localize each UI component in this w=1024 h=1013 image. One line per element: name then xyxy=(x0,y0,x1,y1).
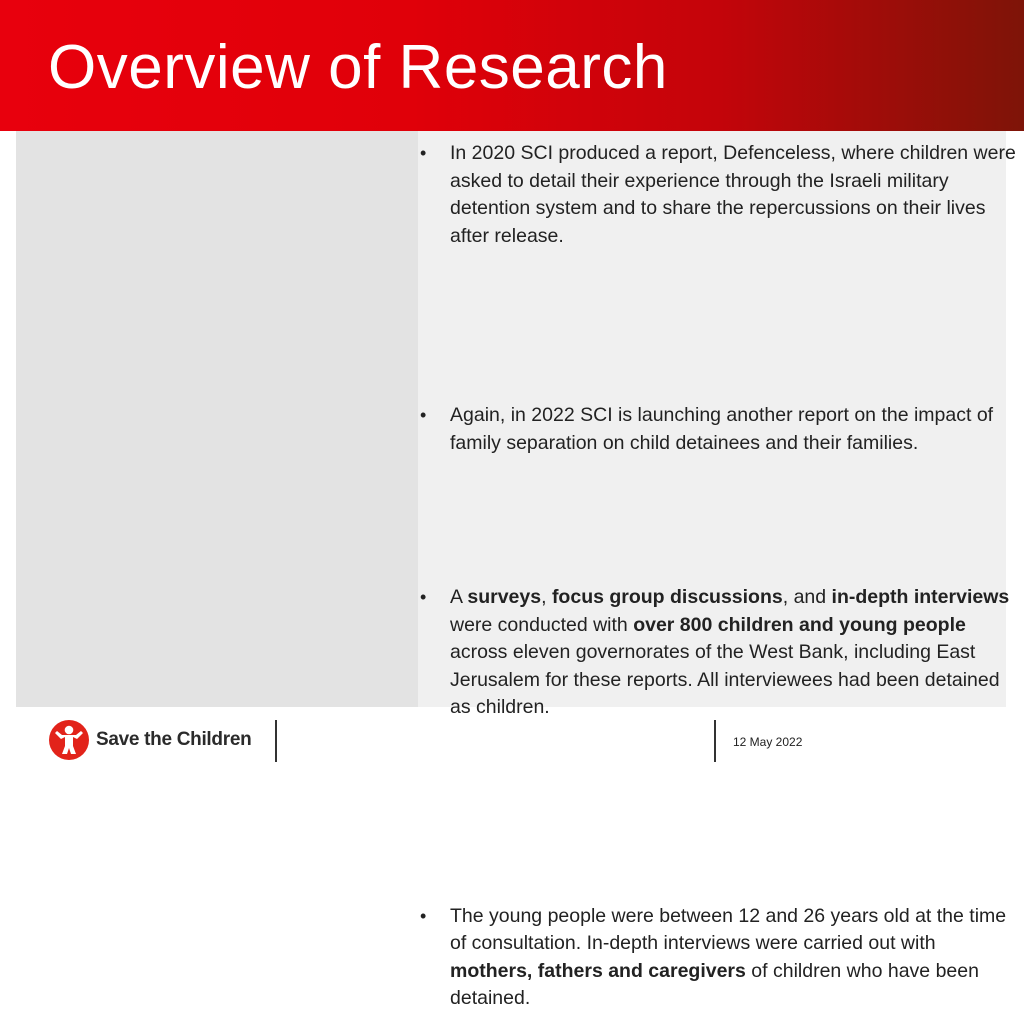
text-run: The young people were between 12 and 26 years old at the time of consultation. In-depth interviews were carried out with xyxy=(450,904,1007,954)
bold-text: in-depth interviews xyxy=(831,586,1010,608)
slide-date: 12 May 2022 xyxy=(733,735,803,749)
bullet-text xyxy=(450,404,993,454)
left-image-panel xyxy=(16,131,418,707)
bullet-text xyxy=(450,905,1006,1010)
bullet-item xyxy=(418,402,1018,457)
bullet-dot: • xyxy=(420,405,427,425)
title-banner xyxy=(0,0,1024,131)
bullet-item xyxy=(418,903,1018,1013)
bold-text: surveys xyxy=(467,586,542,608)
text-run: across eleven governorates of the West Bank, including East Jerusalem for these reports. All interviewees had been detained as children. xyxy=(450,641,1000,718)
save-the-children-figure-icon xyxy=(48,719,90,761)
footer-divider xyxy=(714,720,716,762)
bullet-dot: • xyxy=(420,143,427,163)
bullet-item xyxy=(418,140,1018,250)
bold-text: mothers, fathers and caregivers xyxy=(450,959,746,982)
text-run: , xyxy=(541,586,552,608)
text-run: Again, in 2022 SCI is launching another report on the impact of family separation on child detainees and their families. xyxy=(450,404,994,454)
bullet-item xyxy=(418,584,1018,722)
text-run: , and xyxy=(782,586,832,608)
text-run: A xyxy=(450,586,468,608)
footer-divider xyxy=(275,720,277,762)
bullet-dot: • xyxy=(420,587,427,607)
text-run: In 2020 SCI produced a report, Defenceless, where children were asked to detail their experience through the Israeli military detention system and to share the repercussions on their lives after release. xyxy=(450,142,1016,247)
bold-text: focus group discussions xyxy=(551,586,783,608)
logo-wordmark: Save the Children xyxy=(96,729,252,750)
bullet-dot: • xyxy=(420,905,427,926)
slide-title: Overview of Research xyxy=(48,33,668,102)
bold-text: over 800 children and young people xyxy=(633,613,966,636)
bullet-text xyxy=(450,142,1016,247)
text-run: were conducted with xyxy=(450,613,634,636)
bullet-text xyxy=(450,586,1009,718)
text-run: of children who have been detained. xyxy=(450,959,979,1009)
